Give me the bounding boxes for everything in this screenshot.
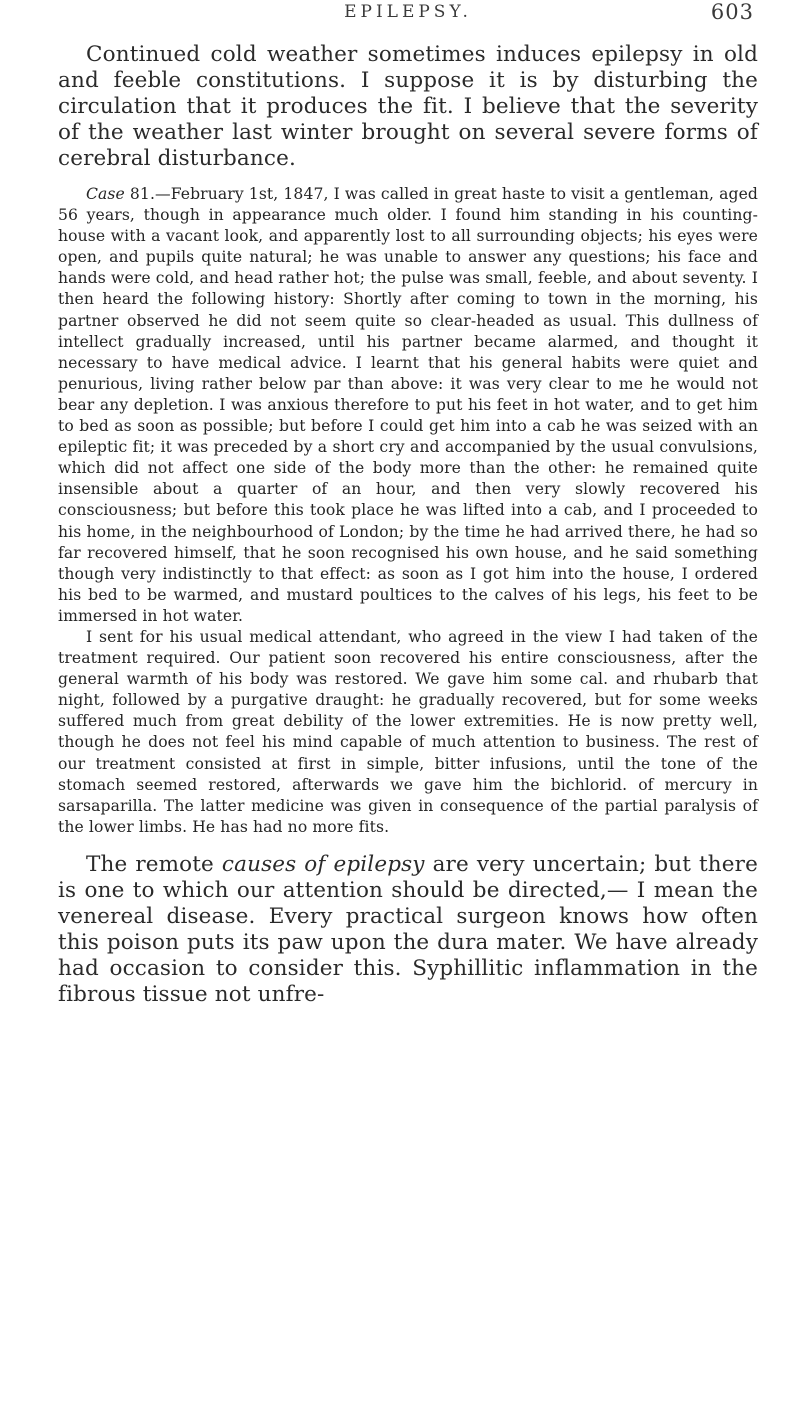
case-label: Case: [86, 185, 125, 203]
case-81-text: 81.—February 1st, 1847, I was called in great haste to visit a gentleman, aged 56 years, though in appearance much older. I found him standing in his counting-house with a vacant look, and apparently lost to all surrounding objects; his eyes were open, and pupils quite natural; he was unable to answer any questions; his face and hands were cold, and head rather hot; the pulse was small, feeble, and about seventy. I then heard the following history: Shortly after coming to town in the morning, his partner observed he did not seem quite so clear-headed as usual. This dullness of intellect gradually increased, until his partner became alarmed, and thought it necessary to have medical advice. I learnt that his general habits were quiet and penurious, living rather below par than above: it was very clear to me he would not bear any depletion. I was anxious therefore to put his feet in hot water, and to get him to bed as soon as possible; but before I could get him into a cab he was seized with an epileptic fit; it was preceded by a short cry and accompanied by the usual convulsions, which did not affect one side of the body more than the other: he remained quite insensible about a quarter of an hour, and then very slowly recovered his consciousness; but before this took place he was lifted into a cab, and I proceeded to his home, in the neighbourhood of London; by the time he had arrived there, he had so far recovered himself, that he soon recognised his own house, and he said something though very indistinctly to that effect: as soon as I got him into the house, I ordered his bed to be warmed, and mustard poultices to the calves of his legs, his feet to be immersed in hot water.: [58, 185, 759, 625]
book-page: [58, 0, 758, 1404]
paragraph-cold-weather: Continued cold weather sometimes induces epilepsy in old and feeble constitutions. I suppose it is by disturbing the circulation that it produces the fit. I believe that the severity of the weather last winter brought on several severe forms of cerebral disturbance.: [58, 42, 758, 171]
remote-causes-lead: The remote: [86, 851, 222, 877]
causes-of-epilepsy-italic: causes of epilepsy: [221, 851, 425, 877]
running-head: [58, 0, 758, 36]
paragraph-remote-causes: [58, 852, 758, 1008]
paragraph-treatment: I sent for his usual medical attendant, who agreed in the view I had taken of the treatment required. Our patient soon recovered his entire consciousness, after the general warmth of his body was restored. We gave him some cal. and rhubarb that night, followed by a purgative draught: he gradually recovered, but for some weeks suffered much from great debility of the lower extremities. He is now pretty well, though he does not feel his mind capable of much attention to business. The rest of our treatment consisted at first in simple, bitter infusions, until the tone of the stomach seemed restored, afterwards we gave him the bichlorid. of mercury in sarsaparilla. The latter medicine was given in consequence of the partial paralysis of the lower limbs. He has had no more fits.: [58, 627, 758, 836]
page-number: 603: [710, 0, 754, 24]
remote-causes-text: are very uncertain; but there is one to which our attention should be directed,— I mean the venereal disease. Every practical surgeon knows how often this poison puts its paw upon the dura mater. We have already had occasion to consider this. Syphillitic inflammation in the fibrous tissue not unfre-: [58, 851, 758, 1007]
paragraph-case-81: [58, 184, 758, 627]
running-title: EPILEPSY.: [344, 2, 472, 22]
